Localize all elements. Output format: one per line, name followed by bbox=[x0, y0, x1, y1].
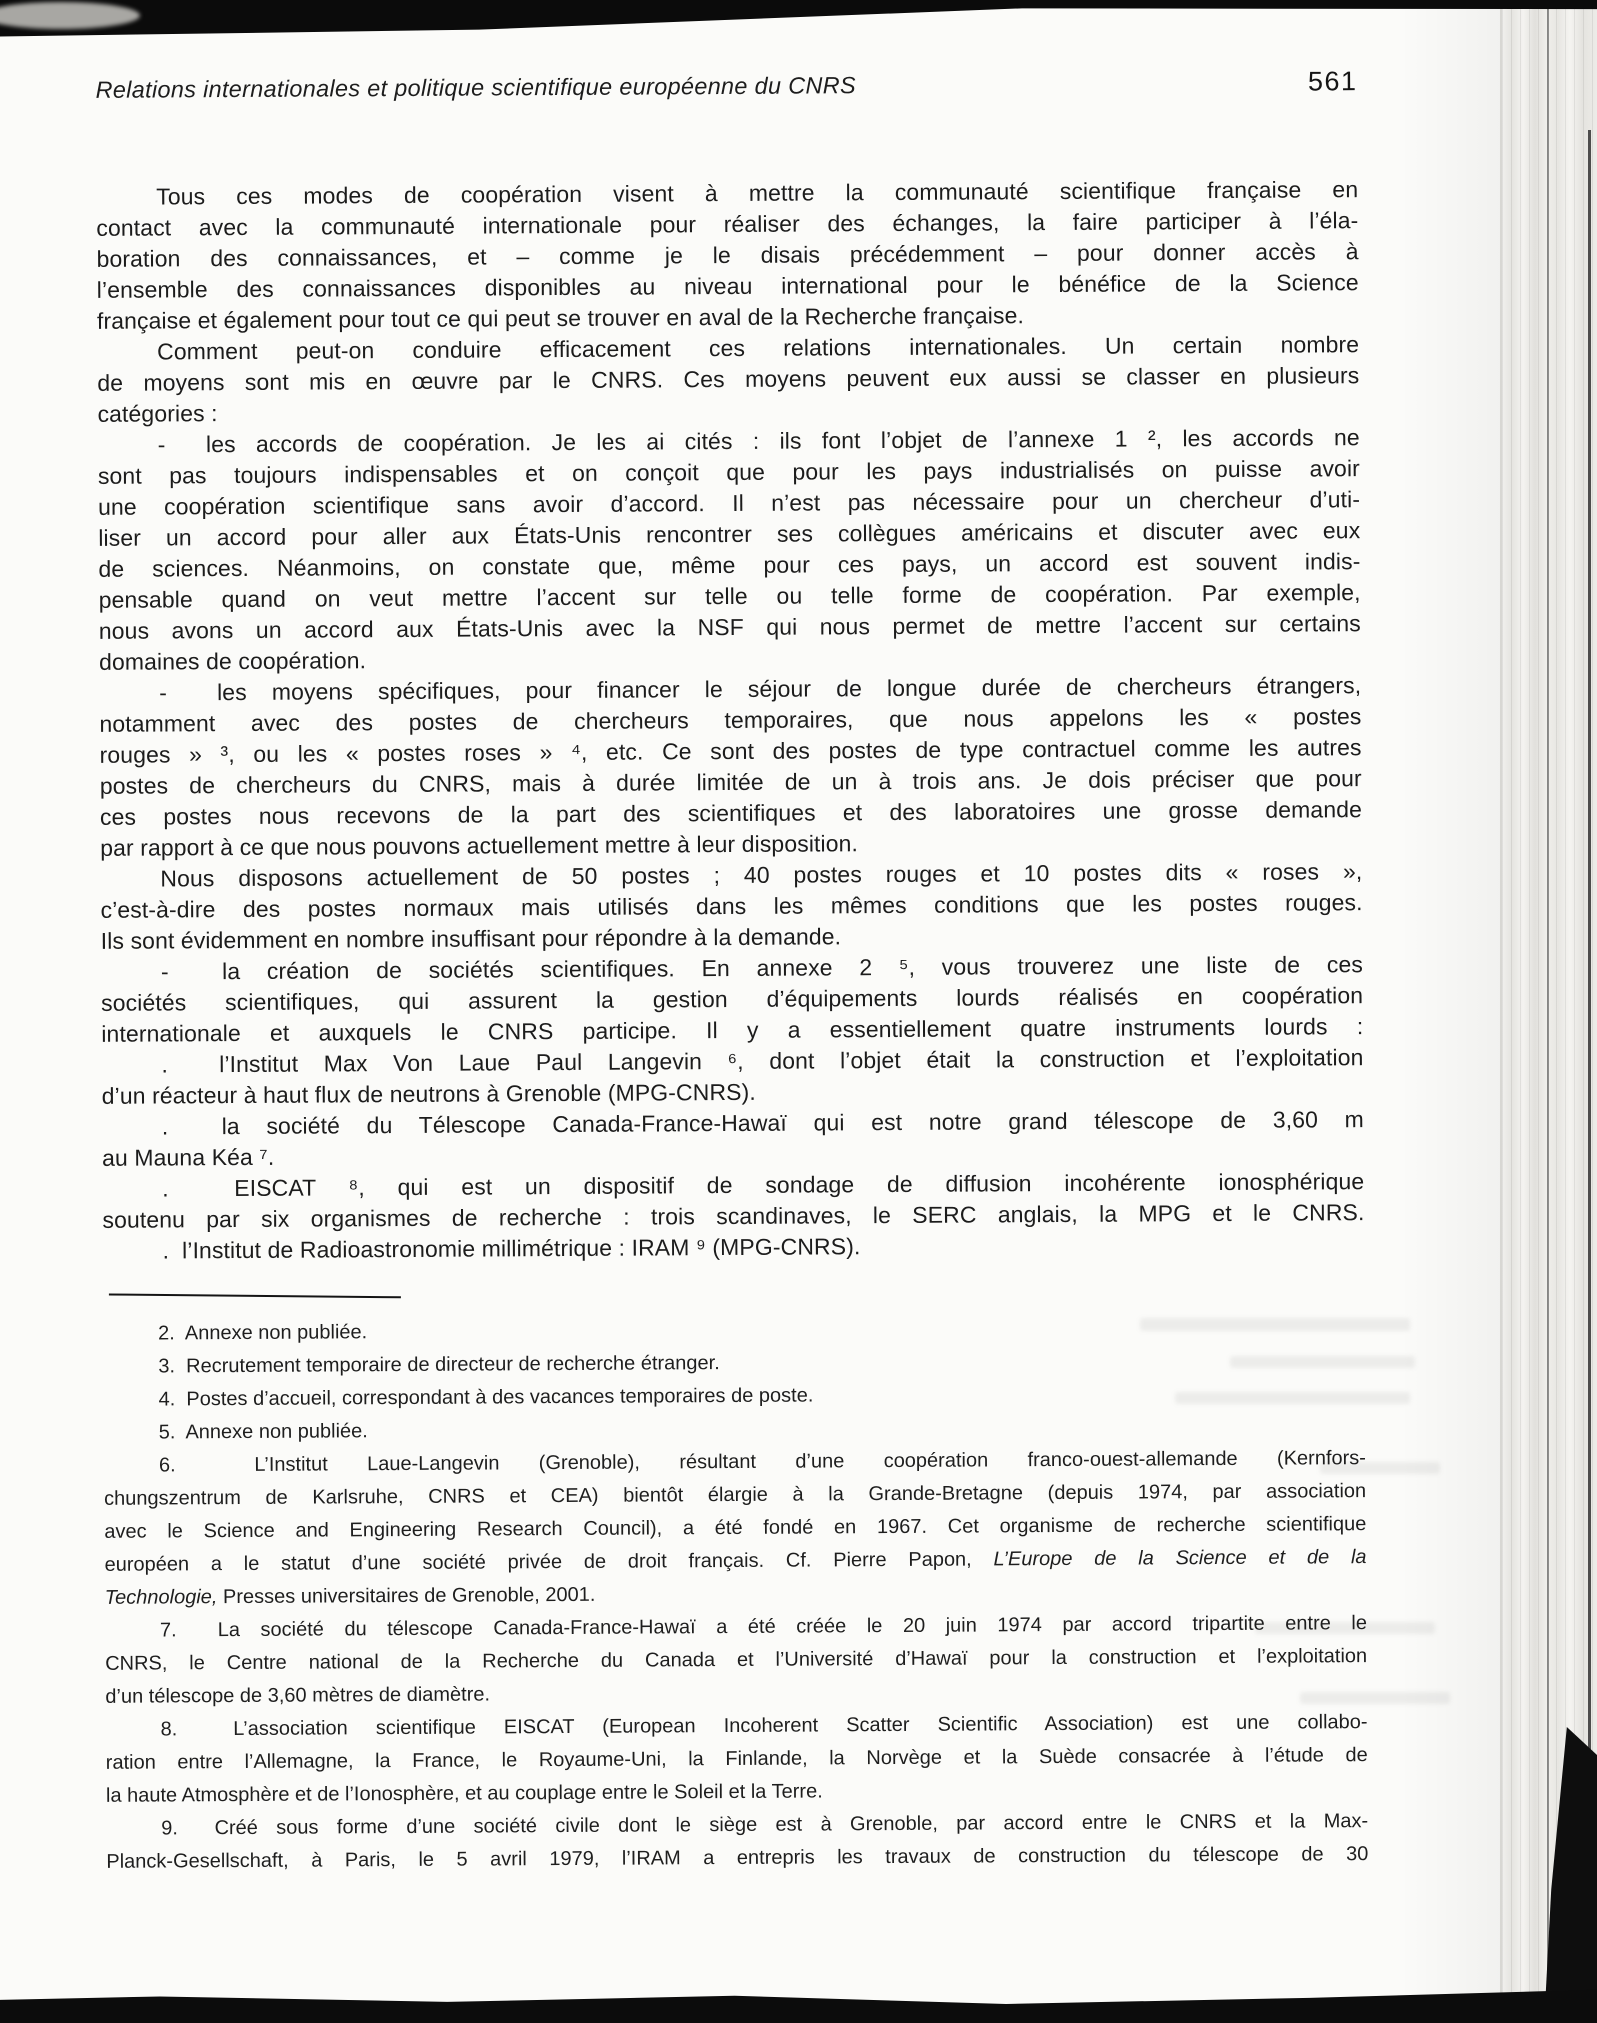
body-text bbox=[96, 174, 1365, 1267]
footnote-line: Planck-Gesellschaft, à Paris, le 5 avril 1979, l’IRAM a entrepris les travaux de construction du télescope de 30 bbox=[106, 1843, 1369, 1873]
footnote-text: Presses universitaires de Grenoble, 2001. bbox=[217, 1583, 596, 1609]
footnote-citation-italic: Technologie, bbox=[104, 1586, 218, 1609]
footnote-line: CNRS, le Centre national de la Recherche du Canada et l’Université d’Hawaï pour la construction et l’exploitation bbox=[105, 1645, 1368, 1675]
main-text-line: - les accords de coopération. Je les ai cités : ils font l’objet de l’annexe 1 ², les accords ne bbox=[157, 424, 1360, 458]
footnote-line: 9. Créé sous forme d’une société civile dont le siège est à Grenoble, par accord entre le CNRS et la Max- bbox=[161, 1810, 1369, 1840]
main-text-line: notamment avec des postes de chercheurs temporaires, que nous appelons les « postes bbox=[99, 703, 1362, 737]
footnote-line: d’un télescope de 3,60 mètres de diamètre. bbox=[105, 1683, 491, 1708]
main-text-line: de moyens sont mis en œuvre par le CNRS. Ces moyens peuvent eux aussi se classer en plusieurs bbox=[97, 362, 1360, 396]
main-text-line: . la société du Télescope Canada-France-Hawaï qui est notre grand télescope de 3,60 m bbox=[161, 1106, 1364, 1140]
main-text-line: catégories : bbox=[97, 400, 218, 427]
footnote-line: 4. Postes d’accueil, correspondant à des vacances temporaires de poste. bbox=[158, 1384, 814, 1411]
main-text-line: l’ensemble des connaissances disponibles au niveau international pour le bénéfice de la Science bbox=[96, 269, 1359, 303]
main-text-line: - les moyens spécifiques, pour financer le séjour de longue durée de chercheurs étrangers, bbox=[159, 672, 1362, 706]
scan-bottom-bar bbox=[0, 1989, 1597, 2023]
footnote-separator bbox=[109, 1294, 401, 1299]
main-text-line: . EISCAT ⁸, qui est un dispositif de sondage de diffusion incohérente ionosphérique bbox=[162, 1168, 1365, 1202]
main-text-line: domaines de coopération. bbox=[98, 647, 367, 675]
main-text-line: Nous disposons actuellement de 50 postes ; 40 postes rouges et 10 postes dits « roses », bbox=[160, 858, 1363, 892]
main-text-line: - la création de sociétés scientifiques. En annexe 2 ⁵, vous trouverez une liste de ces bbox=[160, 951, 1363, 985]
footnote-citation-italic: L’Europe de la Science et de la bbox=[993, 1546, 1367, 1571]
main-text-line: internationale et auxquels le CNRS participe. Il y a essentiellement quatre instruments lourds : bbox=[101, 1013, 1364, 1047]
main-text-line: par rapport à ce que nous pouvons actuellement mettre à leur disposition. bbox=[100, 830, 859, 861]
running-header-title: Relations internationales et politique scientifique européenne du CNRS bbox=[95, 72, 857, 103]
main-text-line: sociétés scientifiques, qui assurent la gestion d’équipements lourds réalisés en coopération bbox=[101, 982, 1364, 1016]
footnote-line: chungszentrum de Karlsruhe, CNRS et CEA) bientôt élargie à la Grande-Bretagne (depuis 1974, par association bbox=[104, 1480, 1367, 1510]
main-text-line: liser un accord pour aller aux États-Unis rencontrer ses collègues américains et discuter avec eux bbox=[98, 517, 1361, 551]
main-text-line: d’un réacteur à haut flux de neutrons à Grenoble (MPG-CNRS). bbox=[101, 1078, 756, 1109]
footnote-line: 2. Annexe non publiée. bbox=[158, 1321, 368, 1345]
main-text-line: au Mauna Kéa ⁷. bbox=[101, 1143, 275, 1171]
scan-top-bar bbox=[0, 0, 1597, 38]
main-text-line: Tous ces modes de coopération visent à mettre la communauté scientifique française en bbox=[156, 176, 1359, 210]
main-text-line: rouges » ³, ou les « postes roses » ⁴, etc. Ce sont des postes de type contractuel comme les autres bbox=[99, 734, 1362, 768]
main-text-line: Ils sont évidemment en nombre insuffisant pour répondre à la demande. bbox=[100, 923, 842, 954]
footnote-line: ration entre l’Allemagne, la France, le Royaume-Uni, la Finlande, la Norvège et la Suède consacrée à l’étude de bbox=[105, 1744, 1368, 1774]
main-text-line: sont pas toujours indispensables et on conçoit que pour les pays industrialisés on puisse avoir bbox=[97, 455, 1360, 489]
main-text-line: Comment peut-on conduire efficacement ces relations internationales. Un certain nombre bbox=[157, 331, 1360, 365]
main-text-line: nous avons un accord aux États-Unis avec la NSF qui nous permet de mettre l’accent sur certains bbox=[98, 610, 1361, 644]
page-edge-dark-line bbox=[1588, 130, 1591, 2023]
main-text-line: c’est-à-dire des postes normaux mais utilisés dans les mêmes conditions que les postes rouges. bbox=[100, 889, 1363, 923]
footnote-line: 5. Annexe non publiée. bbox=[158, 1420, 368, 1444]
footnote-line: 7. La société du télescope Canada-France-Hawaï a été créée le 20 juin 1974 par accord tripartite entre le bbox=[159, 1612, 1367, 1642]
main-text-line: française et également pour tout ce qui peut se trouver en aval de la Recherche française. bbox=[96, 302, 1025, 334]
footnote-text: européen a le statut d’une société privée de droit français. Cf. Pierre Papon, bbox=[104, 1548, 994, 1576]
main-text-line: . l’Institut de Radioastronomie millimétrique : IRAM ⁹ (MPG-CNRS). bbox=[162, 1233, 861, 1264]
main-text-line: soutenu par six organismes de recherche : trois scandinaves, le SERC anglais, la MPG et le CNRS. bbox=[102, 1199, 1365, 1233]
footnote-line: avec le Science and Engineering Research Council), a été fondé en 1967. Cet organisme de recherche scientifique bbox=[104, 1513, 1367, 1543]
main-text-line: contact avec la communauté internationale pour réaliser des échanges, la faire participer à l’éla- bbox=[96, 207, 1359, 241]
footnote-line: 6. L’Institut Laue-Langevin (Grenoble), résultant d’une coopération franco-ouest-allemande (Kernfors- bbox=[158, 1447, 1366, 1477]
main-text-line: postes de chercheurs du CNRS, mais à durée limitée de un à trois ans. Je dois préciser que pour bbox=[99, 765, 1362, 799]
main-text-line: pensable quand on veut mettre l’accent sur telle ou telle forme de coopération. Par exemple, bbox=[98, 579, 1361, 613]
main-text-line: ces postes nous recevons de la part des scientifiques et des laboratoires une grosse demande bbox=[99, 796, 1363, 830]
running-header bbox=[95, 66, 1357, 105]
footnote-line: 3. Recrutement temporaire de directeur de recherche étranger. bbox=[158, 1352, 720, 1378]
footnote-line: 8. L’association scientifique EISCAT (European Incoherent Scatter Scientific Association) est une collabo- bbox=[160, 1711, 1368, 1741]
footnote-line: la haute Atmosphère et de l’Ionosphère, et au couplage entre le Soleil et la Terre. bbox=[105, 1780, 823, 1807]
page-number: 561 bbox=[1307, 66, 1358, 97]
main-text-line: boration des connaissances, et – comme je le disais précédemment – pour donner accès à bbox=[96, 238, 1359, 272]
main-text-line: de sciences. Néanmoins, on constate que, même pour ces pays, un accord est souvent indis- bbox=[98, 548, 1361, 582]
footnotes bbox=[103, 1310, 1368, 1879]
page-right-shading bbox=[1400, 0, 1500, 2023]
main-text-line: une coopération scientifique sans avoir d’accord. Il n’est pas nécessaire pour un chercheur d’uti- bbox=[98, 486, 1361, 520]
main-text-line: . l’Institut Max Von Laue Paul Langevin ⁶, dont l’objet était la construction et l’exploitation bbox=[161, 1044, 1364, 1078]
page-edge-line bbox=[1547, 0, 1549, 2023]
